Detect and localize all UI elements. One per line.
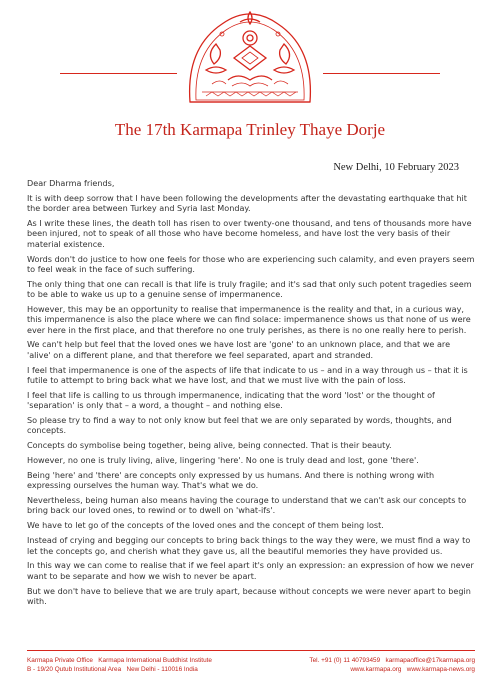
footer-rule [27, 650, 475, 651]
paragraph: Concepts do symbolise being together, being alive, being connected. That is their beauty. [27, 440, 392, 451]
footer-institute: Karmapa International Buddhist Institute [98, 657, 212, 664]
paragraph: I feel that impermanence is one of the aspects of life that indicate to us – and in a way through us – that it is futile to attempt to bring back what we have lost, and that we must live with the pain of loss. [27, 364, 468, 385]
footer-city: New Delhi - 110016 India [126, 666, 198, 673]
paragraph: We can't help but feel that the loved ones we have lost are 'gone' to an unknown place, and that we are 'alive' on a different plane, and that therefore we feel separated, apart and stranded. [27, 339, 451, 360]
letterhead [0, 0, 500, 140]
header-rule-left [60, 73, 177, 74]
paragraph: As I write these lines, the death toll has risen to over twenty-one thousand, and tens of thousands more have been injured, not to speak of all those who have become homeless, and have lost the very basis of their material existence. [27, 218, 472, 249]
dateline: New Delhi, 10 February 2023 [333, 162, 459, 173]
paragraph: It is with deep sorrow that I have been following the developments after the devastating earthquake that hit the border area between Turkey and Syria last Monday. [27, 192, 467, 214]
paragraph: Being 'here' and 'there' are concepts only expressed by us humans. And there is nothing wrong with expressing ourselves the human way. That's what we do. [27, 469, 435, 491]
footer-address [27, 656, 257, 674]
paragraph: We have to let go of the concepts of the loved ones and the concept of them being lost. [27, 520, 384, 531]
footer-tel: Tel. +91 (0) 11 40793459 [309, 657, 381, 664]
footer-address-block: B - 19/20 Qutub Institutional Area [27, 666, 122, 673]
paragraph: Words don't do justice to how one feels for those who are experiencing such calamity, and even prayers seem to feel weak in the face of such suffering. [27, 253, 475, 274]
paragraph: However, this may be an opportunity to realise that impermanence is the reality and that, in a curious way, this impermanence is also the place where we can find solace: impermanence shows us that none of us were ever here in the first place, and that therefore no one truly perishes, as there is no one really here to perish. [27, 303, 471, 335]
paragraph: However, no one is truly living, alive, lingering 'here'. No one is truly dead and lost, gone 'there'. [27, 455, 419, 466]
footer-news-website-link[interactable]: www.karmapa-news.org [406, 666, 475, 673]
paragraph: But we don't have to believe that we are truly apart, because without concepts we were never apart to begin with. [27, 585, 471, 606]
karmapa-crown-emblem-icon [176, 0, 324, 106]
header-rule-right [323, 73, 440, 74]
footer-contact [282, 656, 475, 674]
paragraph: So please try to find a way to not only know but feel that we are only separated by words, thoughts, and concepts. [27, 414, 452, 436]
paragraph: I feel that life is calling to us through impermanence, indicating that the word 'lost' or the thought of 'separation' is only that – a word, a thought – and nothing else. [27, 389, 435, 411]
footer-website-link[interactable]: www.karmapa.org [350, 666, 402, 673]
paragraph: In this way we can come to realise that if we feel apart it's only an expression: an expression of how we never want to be separate and how we wish to never be apart. [27, 560, 474, 581]
paragraph: The only thing that one can recall is that life is truly fragile; and it's sad that only such potent tragedies seem to be able to wake us up to a genuine sense of impermanence. [27, 278, 472, 300]
letterhead-title: The 17th Karmapa Trinley Thaye Dorje [114, 120, 386, 139]
footer-office: Karmapa Private Office [27, 657, 93, 664]
paragraph: Instead of crying and begging our concepts to bring back things to the way they were, we must find a way to let the concepts go, and cherish what they gave us, all the beautiful memories they have provided us. [27, 535, 471, 556]
letter-body [27, 178, 475, 611]
footer-email-link[interactable]: karmapaoffice@17karmapa.org [385, 657, 475, 664]
paragraph: Nevertheless, being human also means having the courage to understand that we can't ask our concepts to bring back our loved ones, to rewind or to dwell on 'what-ifs'. [27, 495, 467, 516]
salutation: Dear Dharma friends, [27, 178, 115, 188]
